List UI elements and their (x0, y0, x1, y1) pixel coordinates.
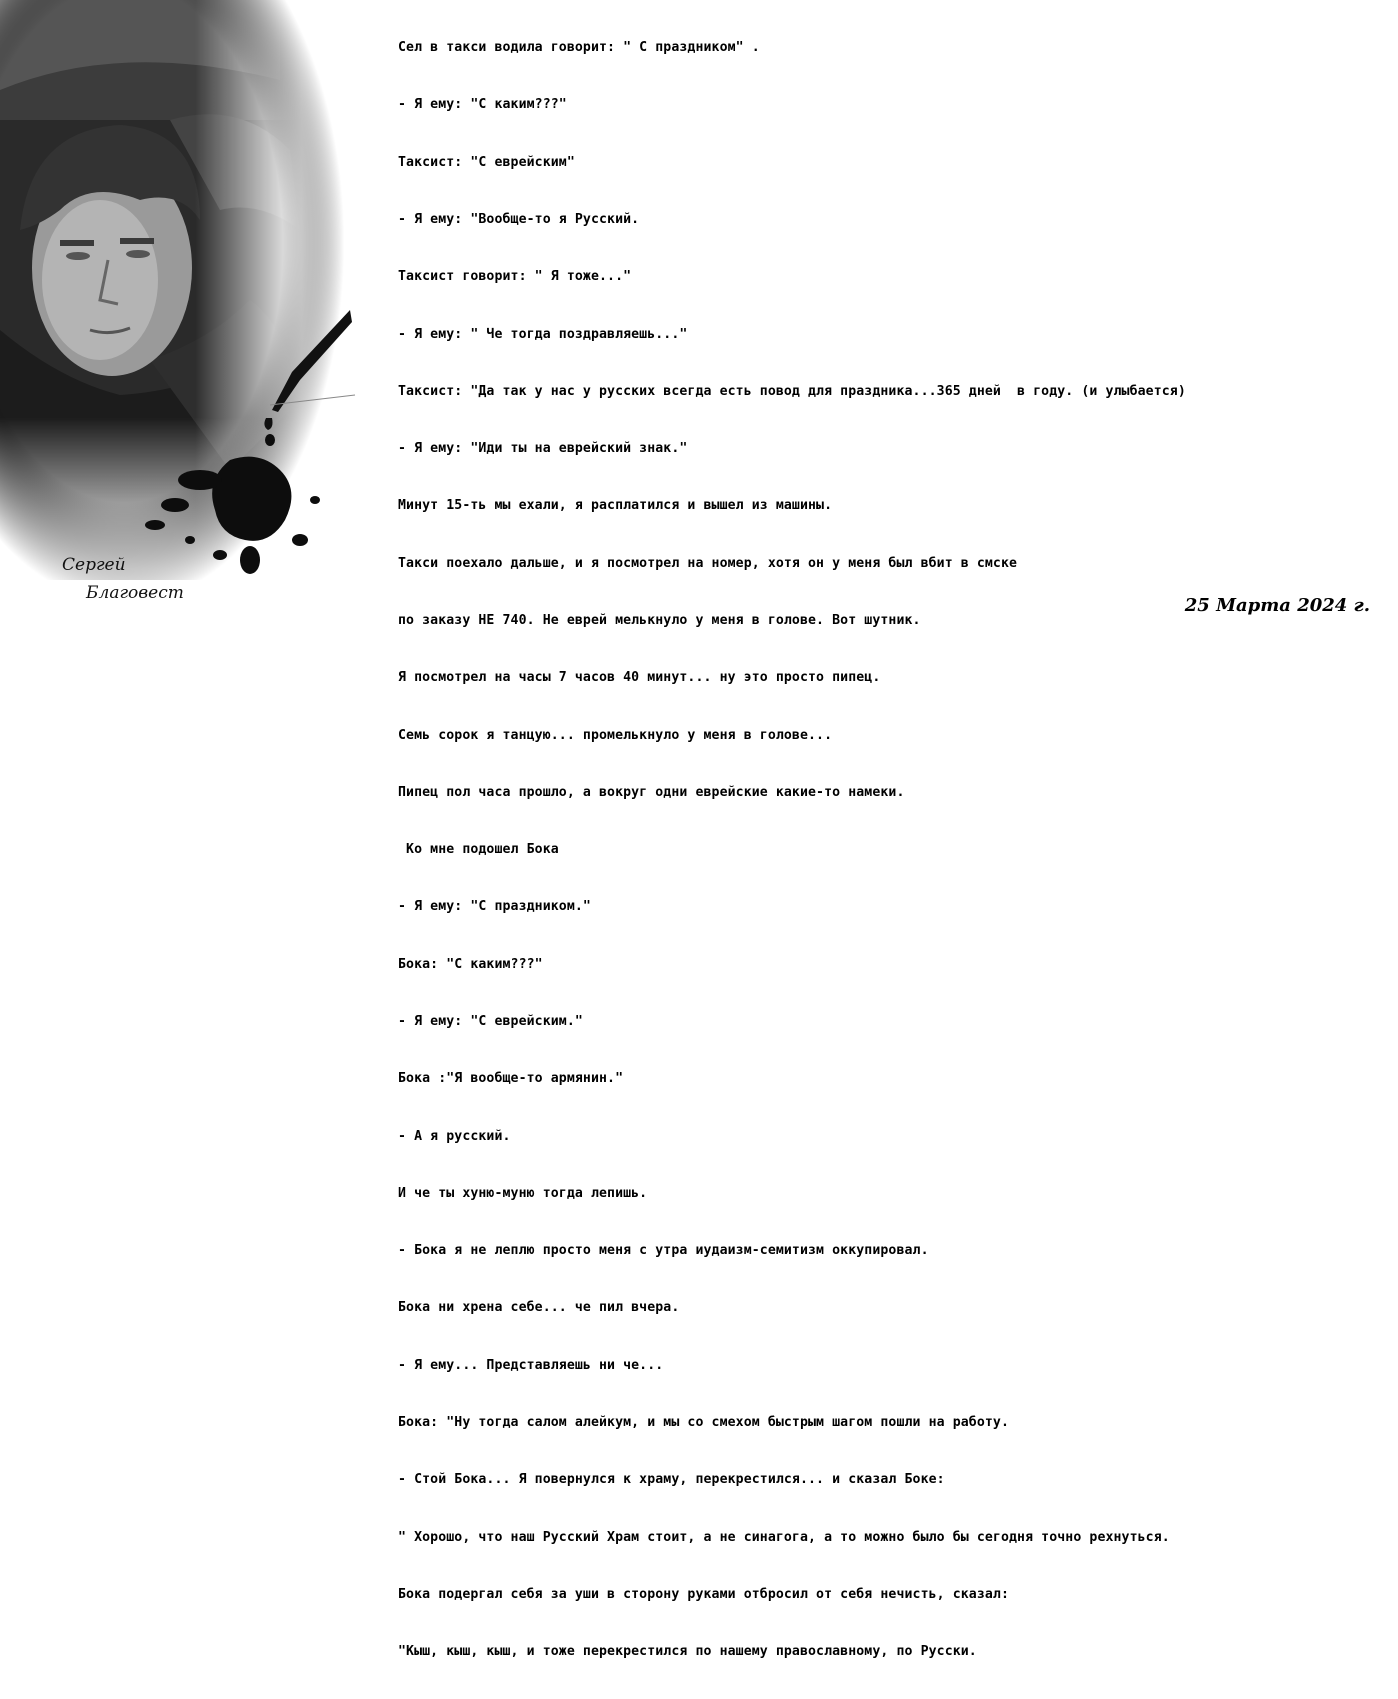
portrait-illustration (0, 0, 355, 580)
story-line: - Я ему: "С еврейским." (398, 1013, 583, 1029)
story-line: Таксист говорит: " Я тоже..." (398, 269, 632, 285)
story-line: - Я ему: "С праздником." (398, 899, 591, 915)
story-line: - А я русский. (398, 1128, 511, 1144)
story-line: - Я ему: "С каким???" (398, 97, 567, 113)
author-last-name: Благовест (86, 583, 184, 603)
story-line: Сел в такси водила говорит: " С праздником" . (398, 40, 760, 56)
story-line: - Я ему: " Че тогда поздравляешь..." (398, 326, 688, 342)
portrait-photo (0, 0, 355, 580)
story-line: Минут 15-ть мы ехали, я расплатился и вышел из машины. (398, 498, 833, 514)
story-line: Пипец пол часа прошло, а вокруг одни еврейские какие-то намеки. (398, 784, 905, 800)
story-line: - Я ему... Представляешь ни че... (398, 1357, 664, 1373)
story-line: Бока подергал себя за уши в сторону руками отбросил от себя нечисть, сказал: (398, 1586, 1010, 1602)
story-line: Бока: "С каким???" (398, 956, 543, 972)
story-line: - Стой Бока... Я повернулся к храму, перекрестился... и сказал Боке: (398, 1472, 945, 1488)
story-line: Семь сорок я танцую... промелькнуло у меня в голове... (398, 727, 833, 743)
story-line: Ко мне подошел Бока (398, 842, 559, 858)
story-line: Бока :"Я вообще-то армянин." (398, 1071, 624, 1087)
publication-date: 25 Марта 2024 г. (1184, 595, 1370, 616)
story-line: Таксист: "Да так у нас у русских всегда есть повод для праздника...365 дней в году. (и улыбается) (398, 383, 1186, 399)
author-first-name: Сергей (62, 555, 126, 575)
story-line: " Хорошо, что наш Русский Храм стоит, а не синагога, а то можно было бы сегодня точно рехнуться. (398, 1529, 1170, 1545)
story-line: - Бока я не леплю просто меня с утра иудаизм-семитизм оккупировал. (398, 1243, 929, 1259)
story-line: - Я ему: "Вообще-то я Русский. (398, 212, 640, 228)
story-line: "Кыш, кыш, кыш, и тоже перекрестился по нашему православному, по Русски. (398, 1644, 977, 1660)
story-line: по заказу НЕ 740. Не еврей мелькнуло у меня в голове. Вот шутник. (398, 613, 921, 628)
story-line: - Я ему: "Иди ты на еврейский знак." (398, 441, 688, 457)
story-line: Таксист: "С еврейским" (398, 154, 575, 170)
story-line: Я посмотрел на часы 7 часов 40 минут... ну это просто пипец. (398, 670, 881, 686)
story-line: Бока: "Ну тогда салом алейкум, и мы со смехом быстрым шагом пошли на работу. (398, 1414, 1010, 1430)
story-line: И че ты хуню-муню тогда лепишь. (398, 1185, 648, 1201)
story-text (398, 0, 1383, 1699)
story-line: Такси поехало дальше, и я посмотрел на номер, хотя он у меня был вбит в смске (398, 555, 1018, 571)
story-line: Бока ни хрена себе... че пил вчера. (398, 1300, 680, 1316)
